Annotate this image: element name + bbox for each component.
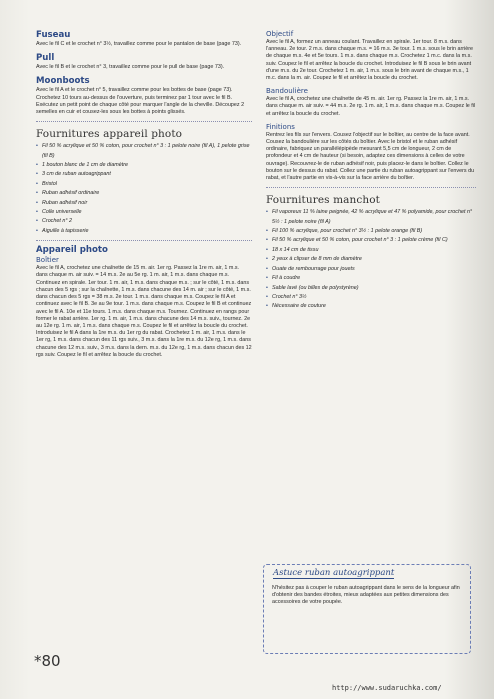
list-item: • 18 x 14 cm de tissu <box>266 246 476 255</box>
objectif-title: Objectif <box>266 30 294 38</box>
page-number: *80 <box>34 652 61 670</box>
list-item: • Fil 50 % acrylique et 50 % coton, pour crochet n° 3 : 1 pelote noire (fil A), 1 pelote grise (fil B) <box>36 142 252 161</box>
list-item: • Crochet n° 3½ <box>266 293 476 302</box>
list-item: • Bristol <box>36 180 252 189</box>
list-item: • Ouate de rembourrage pour jouets <box>266 265 476 274</box>
astuce-title: Astuce ruban autoagrippant <box>273 568 395 578</box>
list-item: • Ruban adhésif noir <box>36 199 252 208</box>
appareil-title: Appareil photo <box>36 245 108 256</box>
list-item: • Fil 100 % acrylique, pour crochet n° 3½ : 1 pelote orange (fil B) <box>266 227 476 236</box>
list-item: • Aiguille à tapisserie <box>36 227 252 236</box>
list-item: • Nécessaire de couture <box>266 302 476 311</box>
finitions-title: Finitions <box>266 122 295 131</box>
fournitures-manchot-list <box>266 208 476 311</box>
separator <box>36 240 252 241</box>
list-item: • Fil 50 % acrylique et 50 % coton, pour crochet n° 3 : 1 pelote crème (fil C) <box>266 236 476 245</box>
fuseau-text: Avec le fil C et le crochet n° 3½, travaillez comme pour le pantalon de base (page 73). <box>36 41 242 47</box>
list-item: • 2 yeux à clipser de 8 mm de diamètre <box>266 255 476 264</box>
fournitures-photo-list <box>36 142 252 236</box>
list-item: • Sable lavé (ou billes de polystyrène) <box>266 284 476 293</box>
list-item: • Ruban adhésif ordinaire <box>36 189 252 198</box>
right-column <box>266 30 476 312</box>
finitions-text: Rentrez les fils sur l'envers. Cousez l'objectif sur le boîtier, au centre de la face avant. Cousez la bandoulière sur les côtés du boîtier. Avec le bristol et le ruban adhésif ordinaire, fabriquez un parallélépipède mesurant 5,5 cm de longueur, 2 cm de profondeur et 4 cm de hauteur (si besoin, adaptez ces dimensions à celles de votre ouvrage). Recouvrez-le de ruban adhésif noir, puis placez-le dans le boîtier. Collez le bouton sur le dessus du rabat. Collez une partie du ruban autoagrippant sur l'envers du rabat, et l'autre partie en vis-à-vis sur la face arrière du boîtier. <box>266 131 475 182</box>
list-item: • Fil vaporeux 11 % laine peignée, 42 % acrylique et 47 % polyamide, pour crochet n° 5½ : 1 pelote noire (fil A) <box>266 208 476 227</box>
list-item: • 1 bouton blanc de 1 cm de diamètre <box>36 161 252 170</box>
separator <box>266 187 476 188</box>
appareil-text: Avec le fil A, crochetez une chaînette de 15 m. air. 1er rg. Passez la 1re m. air, 1 m.s. dans chaque m. air suiv. = 14 m.s. 2e au 5e rg. 1 m. air, 1 m.s. dans chaque m.s. Continuez en spirale. 1er tour. 1 m. air, 1 m.s. dans chaque m.s. ; sur le côté, 1 m.s. dans chacun des 5 rgs ; sur la chaînette, 1 m.s. dans chacune des 14 m. air ; sur le côté, 1 m.s. dans chacun des 5 rgs = 38 m.s. 2e tour. 1 m.s. dans chaque m.s. Coupez le fil A et continuez avec le fil B. 3e au 9e tour. 1 m.s. dans chaque m.s. Coupez le fil B et continuez avec le fil A. 10e et 11e tours. 1 m.s. dans chaque m.s. Tournez. Continuez en rangs pour former le rabat arrière. 1er rg. 1 m. air, 1 m.s. dans chacune des 14 m.s. suiv., tournez. 2e au 12e rg. 1 m. air, 1 m.s. dans chaque m.s. Coupez le fil et arrêtez la boucle du crochet. Introduisez le fil A dans la 1re m.s. du 1er rg du rabat. Crochetez 1 m. air, 1 m.s. dans le 1er rg, 1 m.s. dans chacun des 11 rgs suiv., 3 m.s. dans la 1re m.s. du 12e rg, 1 m.s. dans chacune des 12 m.s. suiv., 3 m.s. dans la dern. m.s. du 12e rg, 1 m.s. dans chacun des 12 rgs suiv. Coupez le fil et arrêtez la boucle du crochet. <box>36 265 252 358</box>
fuseau-title: Fuseau <box>36 30 71 40</box>
list-item: • Colle universelle <box>36 208 252 217</box>
boitier-subtitle: Boîtier <box>36 256 59 265</box>
bandouliere-title: Bandoulière <box>266 87 308 96</box>
moonboots-text: Avec le fil A et le crochet n° 5, travaillez comme pour les bottes de base (page 73). Crochetez 10 tours au-dessus de l'ouverture, puis terminez par 1 tour avec le fil B. Exécutez un petit point de chaque côté pour marquer l'angle de la cheville. Découpez 2 semelles en cuir et cousez-les sous les bottes à points glissés. <box>36 87 245 116</box>
separator <box>36 121 252 122</box>
watermark-url: http://www.sudaruchka.com/ <box>332 684 442 692</box>
bandouliere-text: Avec le fil A, crochetez une chaînette de 45 m. air. 1er rg. Passez la 1re m. air, 1 m.s. dans chaque m. air suiv. = 44 m.s. 2e rg. 1 m. air, 1 m.s. dans chaque m.s. Coupez le fil et arrêtez la boucle du crochet. <box>266 96 476 117</box>
moonboots-title: Moonboots <box>36 76 90 87</box>
pull-title: Pull <box>36 53 55 64</box>
list-item: • Crochet n° 2 <box>36 217 252 226</box>
left-column <box>36 30 252 364</box>
astuce-text: N'hésitez pas à couper le ruban autoagrippant dans le sens de la longueur afin d'obtenir des bandes étroites, mieux adaptées aux petites dimensions des accessoires de votre poupée. <box>272 585 460 606</box>
list-item: • 3 cm de ruban autoagrippant <box>36 170 252 179</box>
fournitures-manchot-title: Fournitures manchot <box>266 194 380 207</box>
objectif-text: Avec le fil A, formez un anneau coulant. Travaillez en spirale. 1er tour. 8 m.s. dans l'anneau. 2e tour. 2 m.s. dans chaque m.s. = 16 m.s. 3e tour. 1 m.s. sous le brin arrière de chaque m.s. 4e et 5e tours. 1 m.s. dans chaque m.s. Crochetez 1 m.c. dans la m.s. suiv. Coupez le fil et arrêtez la boucle du crochet. Introduisez le fil B sous le brin avant d'une m.s. du 2e tour. Crochetez 1 m. air, 1 m.s. sous le brin avant de chaque m.s., 1 m.c. dans la m. air. Coupez le fil et arrêtez la boucle du crochet. <box>266 39 474 82</box>
pull-text: Avec le fil B et le crochet n° 3, travaillez comme pour le pull de base (page 73). <box>36 64 225 71</box>
list-item: • Fil à coudre <box>266 274 476 283</box>
fournitures-photo-title: Fournitures appareil photo <box>36 128 183 141</box>
